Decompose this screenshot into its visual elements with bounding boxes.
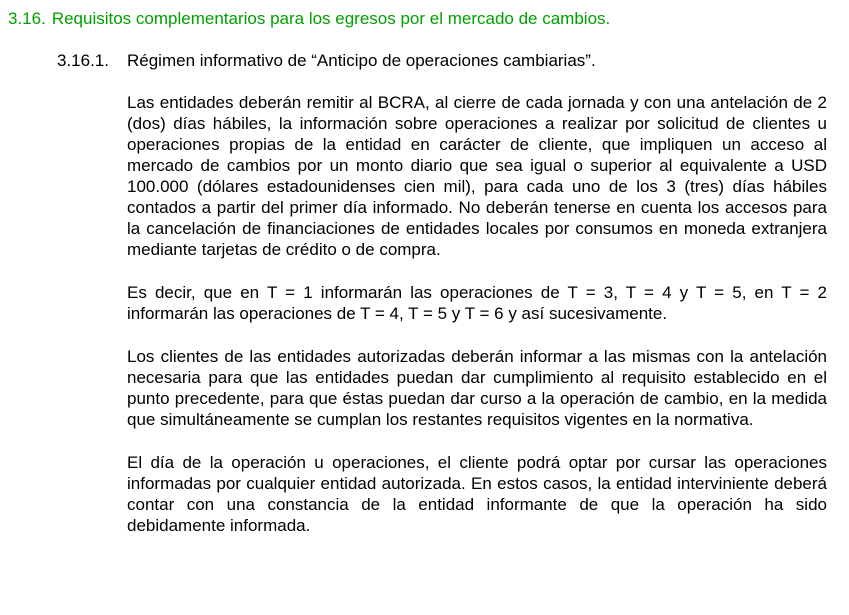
subsection-heading (57, 50, 596, 72)
paragraph-operation-day: El día de la operación u operaciones, el cliente podrá optar por cursar las operaciones informadas por cualquier entidad autorizada. En estos casos, la entidad interviniente deberá contar con una constancia de la entidad informante de que la operación ha sido debidamente informada. (127, 453, 827, 535)
section-number: 3.16. (8, 9, 46, 28)
section-heading (8, 8, 610, 30)
paragraph-client-obligation: Los clientes de las entidades autorizadas deberán informar a las mismas con la antelación necesaria para que las entidades puedan dar cumplimiento al requisito establecido en el punto precedente, para que éstas puedan dar curso a la operación de cambio, en la medida que simultáneamente se cumplan los restantes requisitos vigentes en la normativa. (127, 347, 827, 429)
subsection-number: 3.16.1. (57, 51, 109, 70)
section-title: Requisitos complementarios para los egresos por el mercado de cambios. (51, 9, 611, 28)
subsection-body (127, 92, 827, 558)
paragraph-timing-example: Es decir, que en T = 1 informarán las operaciones de T = 3, T = 4 y T = 5, en T = 2 informarán las operaciones de T = 4, T = 5 y T = 6 y así sucesivamente. (127, 283, 827, 323)
paragraph-reporting-requirement: Las entidades deberán remitir al BCRA, al cierre de cada jornada y con una antelación de 2 (dos) días hábiles, la información sobre operaciones a realizar por solicitud de clientes u operaciones propias de la entidad en carácter de cliente, que impliquen un acceso al mercado de cambios por un monto diario que sea igual o superior al equivalente a USD 100.000 (dólares estadounidenses cien mil), para cada uno de los 3 (tres) días hábiles contados a partir del primer día informado. No deberán tenerse en cuenta los accesos para la cancelación de financiaciones de entidades locales por consumos en moneda extranjera mediante tarjetas de crédito o de compra. (127, 93, 827, 259)
subsection-title: Régimen informativo de “Anticipo de operaciones cambiarias”. (127, 51, 596, 70)
